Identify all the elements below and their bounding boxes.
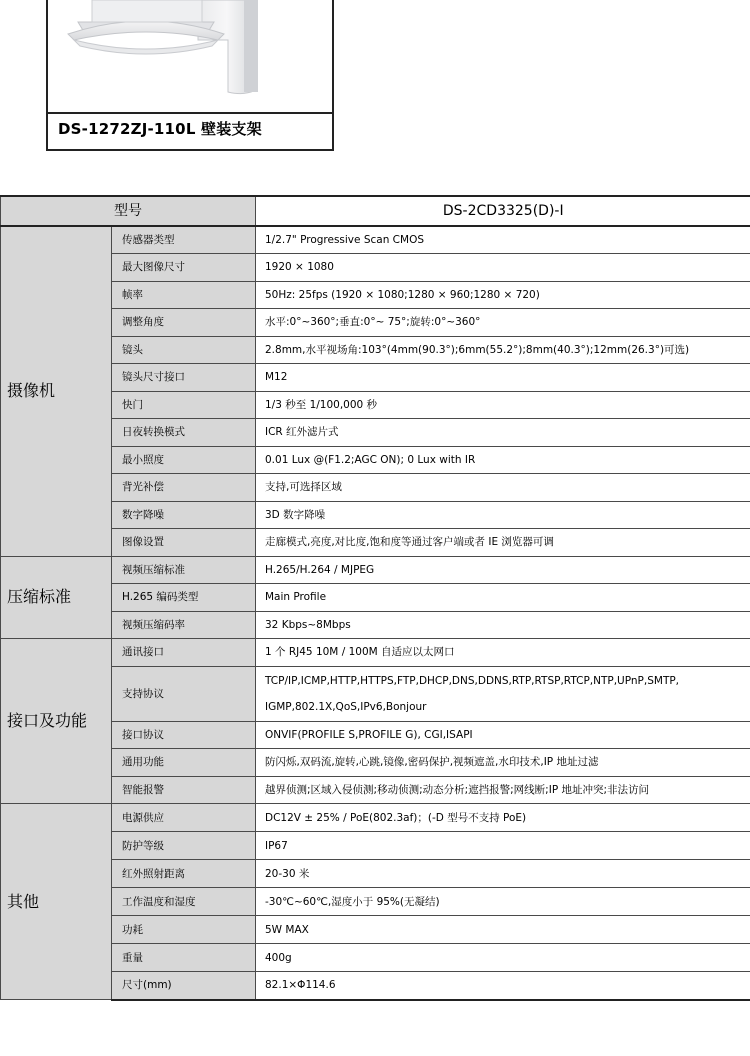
spec-value: 32 Kbps~8Mbps — [256, 611, 750, 639]
spec-name: H.265 编码类型 — [112, 584, 256, 612]
spec-value: H.265/H.264 / MJPEG — [256, 556, 750, 584]
table-row — [1, 336, 750, 364]
spec-name: 最大图像尺寸 — [112, 254, 256, 282]
spec-value: 1/3 秒至 1/100,000 秒 — [256, 391, 750, 419]
spec-value: ONVIF(PROFILE S,PROFILE G), CGI,ISAPI — [256, 721, 750, 749]
spec-name: 接口协议 — [112, 721, 256, 749]
table-row — [1, 226, 750, 254]
spec-name: 日夜转换模式 — [112, 419, 256, 447]
spec-value: 50Hz: 25fps (1920 × 1080;1280 × 960;1280 × 720) — [256, 281, 750, 309]
spec-name: 电源供应 — [112, 804, 256, 832]
spec-name: 重量 — [112, 944, 256, 972]
spec-name: 红外照射距离 — [112, 860, 256, 888]
spec-value-multiline — [256, 666, 750, 721]
group-title-compression: 压缩标准 — [1, 556, 112, 639]
table-row — [1, 944, 750, 972]
group-title-camera: 摄像机 — [1, 226, 112, 556]
spec-value-line: TCP/IP,ICMP,HTTP,HTTPS,FTP,DHCP,DNS,DDNS,RTP,RTSP,RTCP,NTP,UPnP,SMTP, — [265, 674, 680, 687]
wall-bracket-illustration — [48, 0, 332, 112]
table-row — [1, 556, 750, 584]
spec-value: M12 — [256, 364, 750, 392]
spec-value: 1920 × 1080 — [256, 254, 750, 282]
spec-name: 调整角度 — [112, 309, 256, 337]
table-row — [1, 916, 750, 944]
table-row — [1, 391, 750, 419]
table-row — [1, 888, 750, 916]
spec-name: 传感器类型 — [112, 226, 256, 254]
table-row — [1, 611, 750, 639]
spec-name: 智能报警 — [112, 776, 256, 804]
spec-value: DC12V ± 25% / PoE(802.3af)；(-D 型号不支持 PoE) — [256, 804, 750, 832]
table-row — [1, 474, 750, 502]
spec-name: 数字降噪 — [112, 501, 256, 529]
table-row — [1, 972, 750, 1000]
spec-name: 背光补偿 — [112, 474, 256, 502]
spec-value: 1/2.7" Progressive Scan CMOS — [256, 226, 750, 254]
table-row — [1, 281, 750, 309]
spec-value: -30℃~60℃,湿度小于 95%(无凝结) — [256, 888, 750, 916]
spec-name: 快门 — [112, 391, 256, 419]
bracket-caption: DS-1272ZJ-110L 壁装支架 — [58, 120, 262, 138]
table-row — [1, 419, 750, 447]
spec-name: 尺寸(mm) — [112, 972, 256, 1000]
spec-value: 1 个 RJ45 10M / 100M 自适应以太网口 — [256, 639, 750, 667]
spec-name: 防护等级 — [112, 832, 256, 860]
spec-name: 帧率 — [112, 281, 256, 309]
spec-name: 图像设置 — [112, 529, 256, 557]
group-title-other: 其他 — [1, 804, 112, 1000]
spec-table — [0, 195, 750, 1001]
spec-value: ICR 红外滤片式 — [256, 419, 750, 447]
table-row — [1, 639, 750, 667]
table-row — [1, 529, 750, 557]
table-header-row — [1, 196, 750, 226]
table-row — [1, 309, 750, 337]
spec-value: 防闪烁,双码流,旋转,心跳,镜像,密码保护,视频遮盖,水印技术,IP 地址过滤 — [256, 749, 750, 777]
spec-name: 视频压缩码率 — [112, 611, 256, 639]
table-row — [1, 666, 750, 721]
table-row — [1, 749, 750, 777]
spec-value: 走廊模式,亮度,对比度,饱和度等通过客户端或者 IE 浏览器可调 — [256, 529, 750, 557]
spec-name: 视频压缩标准 — [112, 556, 256, 584]
wall-bracket-image — [48, 0, 332, 112]
spec-name: 支持协议 — [112, 666, 256, 721]
spec-value: 3D 数字降噪 — [256, 501, 750, 529]
spec-value: IP67 — [256, 832, 750, 860]
spec-value: 400g — [256, 944, 750, 972]
spec-value: 20-30 米 — [256, 860, 750, 888]
spec-value: 5W MAX — [256, 916, 750, 944]
spec-name: 镜头 — [112, 336, 256, 364]
spec-name: 通用功能 — [112, 749, 256, 777]
card-divider — [48, 112, 332, 114]
spec-name: 最小照度 — [112, 446, 256, 474]
spec-value: 0.01 Lux @(F1.2;AGC ON); 0 Lux with IR — [256, 446, 750, 474]
table-row — [1, 501, 750, 529]
spec-name: 功耗 — [112, 916, 256, 944]
spec-value: 支持,可选择区域 — [256, 474, 750, 502]
spec-value: 越界侦测;区域入侵侦测;移动侦测;动态分析;遮挡报警;网线断;IP 地址冲突;非法访问 — [256, 776, 750, 804]
spec-value: 82.1×Φ114.6 — [256, 972, 750, 1000]
spec-value-line: IGMP,802.1X,QoS,IPv6,Bonjour — [265, 700, 427, 713]
spec-name: 工作温度和湿度 — [112, 888, 256, 916]
table-row — [1, 364, 750, 392]
table-row — [1, 776, 750, 804]
table-row — [1, 804, 750, 832]
spec-value: Main Profile — [256, 584, 750, 612]
table-row — [1, 446, 750, 474]
spec-value: 水平:0°~360°;垂直:0°~ 75°;旋转:0°~360° — [256, 309, 750, 337]
spec-name: 镜头尺寸接口 — [112, 364, 256, 392]
table-row — [1, 860, 750, 888]
table-row — [1, 254, 750, 282]
bracket-card — [46, 0, 334, 151]
table-row — [1, 721, 750, 749]
header-label: 型号 — [1, 196, 256, 226]
table-row — [1, 832, 750, 860]
header-model: DS-2CD3325(D)-I — [256, 196, 750, 226]
group-title-interface: 接口及功能 — [1, 639, 112, 804]
spec-name: 通讯接口 — [112, 639, 256, 667]
table-row — [1, 584, 750, 612]
spec-value: 2.8mm,水平视场角:103°(4mm(90.3°);6mm(55.2°);8mm(40.3°);12mm(26.3°)可选) — [256, 336, 750, 364]
